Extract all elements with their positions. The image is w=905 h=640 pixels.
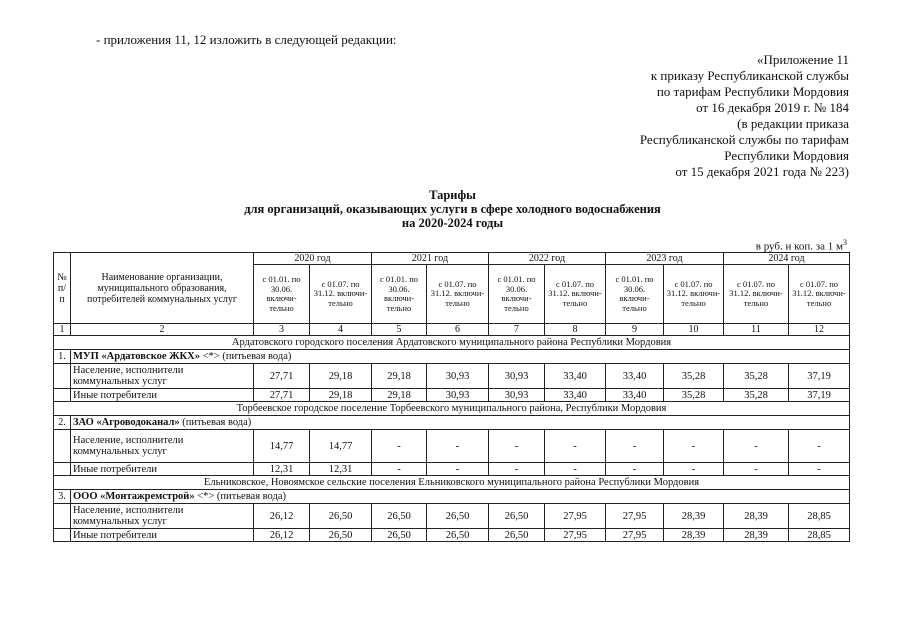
title-line-2: для организаций, оказывающих услуги в сфере холодного водоснабжения [244,202,661,216]
tariff-value: 29,18 [372,364,427,389]
tariff-value: 35,28 [664,364,724,389]
tariff-value: 37,19 [789,389,850,402]
tariff-value: 28,39 [664,504,724,529]
units-superscript: 3 [843,238,847,247]
tariff-value: 29,18 [372,389,427,402]
tariff-value: - [545,430,606,463]
header-period: с 01.07. по 31.12. включи-тельно [664,265,724,324]
tariff-value: 28,39 [724,504,789,529]
org-number: 2. [54,416,71,430]
column-number: 2 [71,324,254,336]
org-note: <*> (питьевая вода) [194,490,286,502]
tariff-value: 27,95 [545,504,606,529]
tariff-value: 28,85 [789,504,850,529]
table-row [54,529,850,542]
org-note: (питьевая вода) [179,416,252,428]
tariff-value: 27,95 [606,504,664,529]
org-number: 1. [54,350,71,364]
section-title: Ардатовского городского поселения Ардатовского муниципального района Республики Мордовия [54,336,850,350]
tariff-value: - [664,430,724,463]
tariff-value: 33,40 [545,364,606,389]
table-row [54,504,850,529]
intro-text: - приложения 11, 12 изложить в следующей редакции: [96,32,397,47]
column-number: 10 [664,324,724,336]
tariff-value: 30,93 [489,389,545,402]
header-period: с 01.07. по 31.12. включи-тельно [310,265,372,324]
tariff-value: 27,95 [545,529,606,542]
table-body [54,336,850,542]
appendix-line: к приказу Республиканской службы [650,68,849,83]
consumer-name: Иные потребители [71,463,254,476]
tariff-value: - [724,430,789,463]
tariff-table [53,252,850,542]
header-num: № п/п [54,253,71,324]
tariff-value: - [427,430,489,463]
org-title: ЗАО «Агроводоканал» [73,416,180,428]
column-number: 4 [310,324,372,336]
tariff-value: 12,31 [310,463,372,476]
tariff-value: 37,19 [789,364,850,389]
tariff-value: 35,28 [724,364,789,389]
table-row [54,389,850,402]
tariff-value: - [606,430,664,463]
column-number: 8 [545,324,606,336]
tariff-value: - [372,430,427,463]
tariff-value: 26,50 [372,529,427,542]
tariff-value: 26,12 [254,504,310,529]
appendix-line: от 16 декабря 2019 г. № 184 [696,100,849,115]
row-num-cell [54,504,71,529]
section-title: Ельниковское, Новоямское сельские поселения Ельниковского муниципального района Республики Мордовия [54,476,850,490]
column-number: 12 [789,324,850,336]
tariff-value: 33,40 [606,364,664,389]
tariff-value: - [789,430,850,463]
consumer-name: Иные потребители [71,389,254,402]
tariff-value: 30,93 [489,364,545,389]
tariff-value: 30,93 [427,364,489,389]
header-year: 2020 год [254,253,372,265]
column-number: 7 [489,324,545,336]
tariff-value: - [372,463,427,476]
org-name [71,416,850,430]
row-num-cell [54,364,71,389]
tariff-value: 33,40 [545,389,606,402]
header-period: с 01.07. по 31.12. включи-тельно [724,265,789,324]
appendix-line: Республиканской службы по тарифам [639,132,849,147]
consumer-name: Население, исполнители коммунальных услуг [71,364,254,389]
row-num-cell [54,389,71,402]
tariff-value: 33,40 [606,389,664,402]
consumer-name: Население, исполнители коммунальных услуг [71,430,254,463]
org-note: <*> (питьевая вода) [199,350,292,362]
header-period: с 01.07. по 31.12. включи-тельно [545,265,606,324]
org-title: ООО «Монтажремстрой» [73,490,195,502]
appendix-line: (в редакции приказа [737,116,849,131]
header-year: 2023 год [606,253,724,265]
tariff-value: 35,28 [724,389,789,402]
header-period: с 01.01. по 30.06. включи-тельно [489,265,545,324]
appendix-line: Республики Мордовия [724,148,849,163]
tariff-value: - [489,430,545,463]
tariff-value: - [789,463,850,476]
org-name [71,350,850,364]
header-year: 2024 год [724,253,850,265]
tariff-value: 26,50 [310,504,372,529]
title-line-3: на 2020-2024 годы [401,216,504,230]
tariff-value: 26,12 [254,529,310,542]
document-title [0,188,905,230]
appendix-line: по тарифам Республики Мордовия [656,84,849,99]
units-text: в руб. и коп. за 1 м [755,240,843,253]
appendix-reference [640,52,849,180]
tariff-value: - [427,463,489,476]
units-note [756,238,847,253]
header-period: с 01.01. по 30.06. включи-тельно [606,265,664,324]
consumer-name: Иные потребители [71,529,254,542]
column-number: 3 [254,324,310,336]
tariff-value: 14,77 [254,430,310,463]
tariff-value: 26,50 [489,529,545,542]
tariff-value: 30,93 [427,389,489,402]
header-period: с 01.07. по 31.12. включи-тельно [427,265,489,324]
row-num-cell [54,463,71,476]
consumer-name: Население, исполнители коммунальных услуг [71,504,254,529]
tariff-value: 27,71 [254,389,310,402]
tariff-value: 29,18 [310,364,372,389]
column-number: 9 [606,324,664,336]
title-line-1: Тарифы [429,188,476,202]
org-number: 3. [54,490,71,504]
tariff-value: 14,77 [310,430,372,463]
tariff-value: 28,85 [789,529,850,542]
org-title: МУП «Ардатовское ЖКХ» [73,350,200,362]
section-title: Торбеевское городское поселение Торбеевского муниципального района, Республики Мордовия [54,402,850,416]
tariff-value: 29,18 [310,389,372,402]
header-period: с 01.07. по 31.12. включи-тельно [789,265,850,324]
table-row [54,463,850,476]
tariff-value: 26,50 [310,529,372,542]
tariff-value: 35,28 [664,389,724,402]
column-number: 5 [372,324,427,336]
header-year: 2022 год [489,253,606,265]
tariff-value: 26,50 [489,504,545,529]
tariff-value: 27,71 [254,364,310,389]
tariff-value: - [724,463,789,476]
header-name: Наименование организации, муниципального образования, потребителей коммунальных услуг [71,253,254,324]
tariff-value: 28,39 [664,529,724,542]
column-number: 11 [724,324,789,336]
tariff-value: 12,31 [254,463,310,476]
header-year: 2021 год [372,253,489,265]
org-name [71,490,850,504]
tariff-value: 28,39 [724,529,789,542]
appendix-line: «Приложение 11 [756,52,849,67]
tariff-value: 26,50 [427,504,489,529]
tariff-value: - [606,463,664,476]
header-period: с 01.01. по 30.06. включи-тельно [372,265,427,324]
tariff-value: - [545,463,606,476]
header-period: с 01.01. по 30.06. включи-тельно [254,265,310,324]
column-number: 1 [54,324,71,336]
row-num-cell [54,430,71,463]
tariff-value: 26,50 [427,529,489,542]
column-number: 6 [427,324,489,336]
row-num-cell [54,529,71,542]
tariff-value: - [664,463,724,476]
tariff-value: 26,50 [372,504,427,529]
table-row [54,430,850,463]
table-row [54,364,850,389]
appendix-line: от 15 декабря 2021 года № 223) [675,164,849,179]
tariff-value: - [489,463,545,476]
tariff-value: 27,95 [606,529,664,542]
